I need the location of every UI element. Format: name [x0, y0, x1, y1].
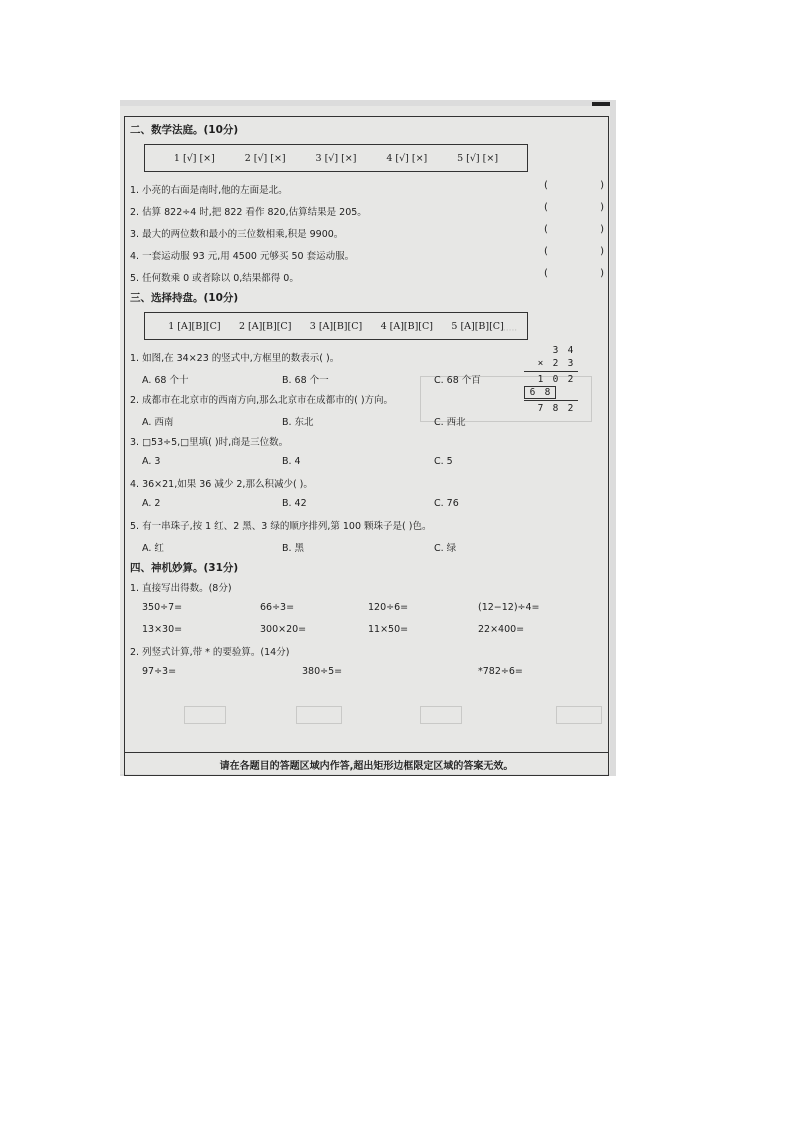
judge-answer-2[interactable]: ( ) [544, 202, 604, 213]
option-3-a: A. 3 [142, 456, 161, 467]
direct-calc-item: 350÷7= [142, 602, 183, 613]
section-2-title: 二、数学法庭。(10分) [130, 124, 239, 136]
boxed-digit: 6 [524, 386, 540, 399]
option-1-c: C. 68 个百 [434, 375, 481, 386]
option-5-a: A. 红 [142, 543, 164, 554]
answer-slot-2[interactable]: 2 [√] [×] [244, 152, 286, 164]
choice-slot-3[interactable]: 3 [A][B][C] [309, 320, 363, 332]
section-4-title: 四、神机妙算。(31分) [130, 562, 239, 574]
exam-sheet [120, 106, 610, 774]
option-2-c: C. 西北 [434, 417, 466, 428]
choice-slot-4[interactable]: 4 [A][B][C] [380, 320, 433, 332]
choice-question-1: 1. 如图,在 34×23 的竖式中,方框里的数表示( )。 [130, 353, 340, 364]
direct-calc-item: 22×400= [478, 624, 525, 635]
direct-calc-item: 120÷6= [368, 602, 409, 613]
option-5-b: B. 黑 [282, 543, 305, 554]
vertical-calc-item: 97÷3= [142, 666, 177, 677]
choice-question-5: 5. 有一串珠子,按 1 红、2 黑、3 绿的顺序排列,第 100 颗珠子是( )色。 [130, 521, 432, 532]
answer-slot-5[interactable]: 5 [√] [×] [457, 152, 499, 164]
answer-slot-3[interactable]: 3 [√] [×] [315, 152, 357, 164]
scanned-exam-photo [120, 100, 616, 776]
option-2-a: A. 西南 [142, 417, 174, 428]
choice-question-3: 3. □53÷5,□里填( )时,商是三位数。 [130, 437, 289, 448]
choice-question-4: 4. 36×21,如果 36 减少 2,那么积减少( )。 [130, 479, 313, 490]
judge-question-4: 4. 一套运动服 93 元,用 4500 元够买 50 套运动服。 [130, 251, 355, 262]
direct-calc-item: 300×20= [260, 624, 307, 635]
option-3-b: B. 4 [282, 456, 301, 467]
choice-question-2: 2. 成都市在北京市的西南方向,那么北京市在成都市的( )方向。 [130, 395, 394, 406]
direct-calc-heading: 1. 直接写出得数。(8分) [130, 583, 232, 594]
option-1-a: A. 68 个十 [142, 375, 189, 386]
choice-slot-2[interactable]: 2 [A][B][C] [238, 320, 292, 332]
answer-area-notice: 请在各题目的答题区域内作答,超出矩形边框限定区域的答案无效。 [124, 752, 609, 776]
option-2-b: B. 东北 [282, 417, 314, 428]
judge-answer-1[interactable]: ( ) [544, 180, 604, 191]
judge-question-5: 5. 任何数乘 0 或者除以 0,结果都得 0。 [130, 273, 299, 284]
option-5-c: C. 绿 [434, 543, 457, 554]
option-4-c: C. 76 [434, 498, 459, 509]
direct-calc-item: 66÷3= [260, 602, 295, 613]
option-4-a: A. 2 [142, 498, 161, 509]
option-3-c: C. 5 [434, 456, 453, 467]
choice-slot-1[interactable]: 1 [A][B][C] [168, 320, 221, 332]
vertical-calc-heading: 2. 列竖式计算,带 * 的要验算。(14分) [130, 647, 290, 658]
judge-question-2: 2. 估算 822÷4 时,把 822 看作 820,估算结果是 205。 [130, 207, 367, 218]
bleed-through-text: ······ [500, 326, 518, 336]
section-2-answer-box [144, 144, 528, 172]
direct-calc-item: 11×50= [368, 624, 409, 635]
section-3-answer-box [144, 312, 528, 340]
judge-question-3: 3. 最大的两位数和最小的三位数相乘,积是 9900。 [130, 229, 344, 240]
vertical-calc-item: *782÷6= [478, 666, 523, 677]
judge-answer-3[interactable]: ( ) [544, 224, 604, 235]
direct-calc-item: (12−12)÷4= [478, 602, 540, 613]
option-4-b: B. 42 [282, 498, 307, 509]
judge-question-1: 1. 小亮的右面是南时,他的左面是北。 [130, 185, 288, 196]
direct-calc-item: 13×30= [142, 624, 183, 635]
vertical-calc-item: 380÷5= [302, 666, 343, 677]
judge-answer-5[interactable]: ( ) [544, 268, 604, 279]
option-1-b: B. 68 个一 [282, 375, 329, 386]
judge-answer-4[interactable]: ( ) [544, 246, 604, 257]
boxed-digit: 8 [540, 386, 556, 399]
vertical-multiplication-figure: 3 4 × 2 3 1 0 2 6 8 7 8 2 [524, 344, 578, 415]
choice-slot-5[interactable]: 5 [A][B][C] [451, 320, 504, 332]
section-3-title: 三、选择持盘。(10分) [130, 292, 239, 304]
answer-slot-4[interactable]: 4 [√] [×] [386, 152, 428, 164]
answer-slot-1[interactable]: 1 [√] [×] [173, 152, 215, 164]
